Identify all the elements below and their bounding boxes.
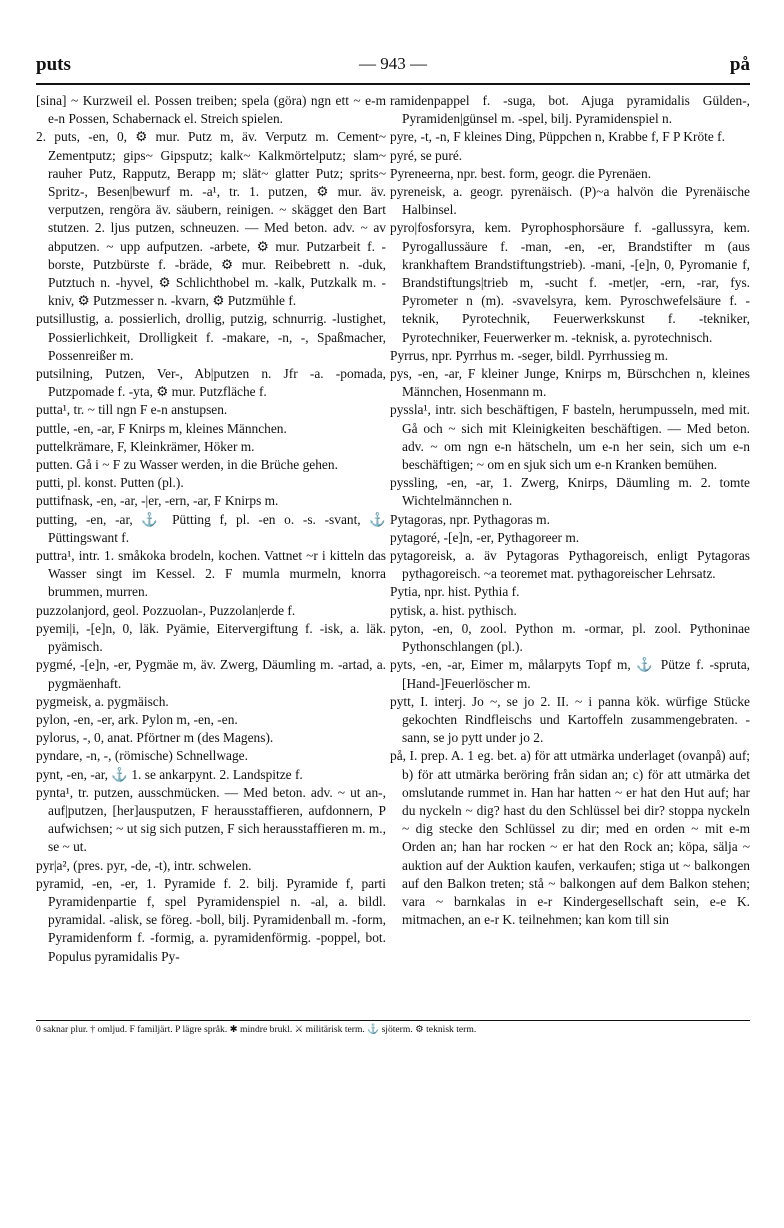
dictionary-entry: pytagoreisk, a. äv Pytagoras Pythagoreisch, enligt Pytagoras pythagoreisch. ~a teoremet mat. pythagoreischer Lehrsatz. [390, 548, 750, 582]
dictionary-entry: pylon, -en, -er, ark. Pylon m, -en, -en. [36, 711, 238, 727]
dictionary-entry: pynt, -en, -ar, ⚓ 1. se ankarpynt. 2. Landspitze f. [36, 766, 303, 782]
dictionary-entry: pyndare, -n, -, (römische) Schnellwage. [36, 748, 248, 764]
right-running-headword: på [729, 54, 750, 75]
dictionary-entry: pyreneisk, a. geogr. pyrenäisch. (P)~a halvön die Pyrenäische Halbinsel. [390, 184, 750, 218]
dictionary-entry: pyssla¹, intr. sich beschäftigen, F basteln, herumpusseln, med mit. Gå och ~ sich mit Kleinigkeiten beschäftigen. — Med beton. adv. ~ om ngn e-n hätscheln, um e-n her sein, sich um e-n beschäftigen; ~ om en sjuk sich um e-n Kranken bemühen. [390, 402, 750, 473]
dictionary-entry: 2. puts, -en, 0, ⚙ mur. Putz m, äv. Verputz m. Cement~ Zementputz; gips~ Gipsputz; kalk~ Kalkmörtelputz; slam~ rauher Putz, Rapputz, Berapp m; slät~ glatter Putz; sprits~ Spritz-, Besen|bewurf m. -a¹, tr. 1. putzen, ⚙ mur. äv. verputzen, rengöra äv. säubern, reinigen. ~ skägget den Bart stutzen. 2. ljus putzen, schneuzen. — Med beton. adv. ~ av abputzen. ~ upp aufputzen. -arbete, ⚙ mur. Putzarbeit f. -borste, Putzbürste f. -bräde, ⚙ mur. Reibebrett n. -duk, Putztuch n. -hyvel, ⚙ Schlichthobel m. -kalk, Putzkalk m. -kniv, ⚙ Putzmesser n. -kvarn, ⚙ Putzmühle f. [36, 129, 386, 309]
dictionary-entry: pynta¹, tr. putzen, ausschmücken. — Med beton. adv. ~ ut an-, auf|putzen, [her]ausputzen, F herausstaffieren, aufdonnern, P aufwichsen; ~ ut sig sich putzen, F sich herausstaffieren m. m., se ~ ut. [36, 784, 386, 855]
dictionary-entry: putsillustig, a. possierlich, drollig, putzig, schnurrig. -lustighet, Possierlichkeit, Drolligkeit f. -makare, -n, -, Spaßmacher, Possenreißer m. [36, 311, 386, 363]
dictionary-entry: [sina] ~ Kurzweil el. Possen treiben; spela (göra) ngn ett ~ e-m e-n Possen, Schabernack el. Streich spielen. [36, 93, 386, 127]
header-rule [36, 83, 750, 85]
dictionary-entry: pyré, se puré. [390, 147, 463, 163]
dictionary-entry: på, I. prep. A. 1 eg. bet. a) för att utmärka underlaget (ovanpå) auf; b) för att utmärka beröring från sidan an; c) för att utmärka det omslutande rummet in. Han har hatten ~ er hat den Hut auf; har du nyckeln ~ dig? hast du den Schlüssel bei dir? stoppa nyckeln ~ dig stecke den Schlüssel zu dir; med en orden ~ mit e-m Orden an; han har rocken ~ er hat den Rock an; köpa, sälja ~ auktion auf der Auktion kaufen, verkaufen; stiga ut ~ balkongen auf den Balkon treten; stå ~ balkongen auf dem Balkon stehen; vara ~ barnkalas in e-r Kindergesellschaft sein, e-e K. mitmachen, an e-r K. teilnehmen; kan kom till sin [390, 748, 750, 928]
dictionary-entry: pyssling, -en, -ar, 1. Zwerg, Knirps, Däumling m. 2. tomte Wichtelmännchen n. [390, 475, 750, 509]
dictionary-entry: pygmé, -[e]n, -er, Pygmäe m, äv. Zwerg, Däumling m. -artad, a. pygmäenhaft. [36, 657, 386, 691]
page-header [36, 54, 750, 80]
footer-rule [36, 1020, 750, 1021]
dictionary-entry: puttra¹, intr. 1. småkoka brodeln, kochen. Vattnet ~r i kitteln das Wasser singt im Kessel. 2. F mumla murmeln, knorra brummen, murren. [36, 548, 386, 600]
dictionary-entry: putten. Gå i ~ F zu Wasser werden, in die Brüche gehen. [36, 457, 338, 473]
dictionary-entry: putsilning, Putzen, Ver-, Ab|putzen n. Jfr -a. -pomada, Putzpomade f. -yta, ⚙ mur. Putzfläche f. [36, 366, 386, 400]
left-column [36, 92, 386, 966]
dictionary-entry: pytisk, a. hist. pythisch. [390, 602, 517, 618]
dictionary-entry: puttle, -en, -ar, F Knirps m, kleines Männchen. [36, 420, 287, 436]
page-number: — 943 — [359, 54, 427, 73]
dictionary-entry: ramidenpappel f. -suga, bot. Ajuga pyramidalis Gülden-, Pyramiden|günsel m. -spel, bilj. Pyramidenspiel n. [390, 93, 750, 127]
dictionary-entry: pyramid, -en, -er, 1. Pyramide f. 2. bilj. Pyramide f, parti Pyramidenpartie f, spel Pyramidenspiel n. -al, a. bildl. pyramidal. -alisk, se föreg. -boll, bilj. Pyramidenball m. -form, Pyramidenform f. -formig, a. pyramidenförmig. -poppel, bot. Populus pyramidalis Py- [36, 875, 386, 964]
dictionary-entry: putting, -en, -ar, ⚓ Pütting f, pl. -en o. -s. -svant, ⚓ Püttingswant f. [36, 511, 386, 545]
dictionary-entry: pytt, I. interj. Jo ~, se jo 2. II. ~ i panna kök. würfige Stücke gekochten Rindfleischs und Kartoffeln zusammengebraten. -sann, se jo pytt under jo 2. [390, 693, 750, 746]
dictionary-entry: Pytagoras, npr. Pythagoras m. [390, 511, 550, 527]
dictionary-entry: Pyrrus, npr. Pyrrhus m. -seger, bildl. Pyrrhussieg m. [390, 347, 669, 363]
dictionary-entry: pyemi|i, -[e]n, 0, läk. Pyämie, Eitervergiftung f. -isk, a. läk. pyämisch. [36, 620, 386, 655]
dictionary-entry: pyton, -en, 0, zool. Python m. -ormar, pl. zool. Pythoninae Pythonschlangen (pl.). [390, 620, 750, 655]
dictionary-entry: pylorus, -, 0, anat. Pförtner m (des Magens). [36, 730, 274, 746]
dictionary-entry: Pytia, npr. hist. Pythia f. [390, 584, 520, 600]
right-column [390, 92, 750, 929]
dictionary-entry: pyre, -t, -n, F kleines Ding, Püppchen n, Krabbe f, F P Kröte f. [390, 129, 725, 145]
dictionary-entry: putta¹, tr. ~ till ngn F e-n anstupsen. [36, 402, 228, 418]
dictionary-entry: putti, pl. konst. Putten (pl.). [36, 475, 184, 491]
dictionary-entry: pyts, -en, -ar, Eimer m, målarpyts Topf m, ⚓ Pütze f. -spruta, [Hand-]Feuerlöscher m. [390, 657, 750, 691]
dictionary-entry: puzzolanjord, geol. Pozzuolan-, Puzzolan|erde f. [36, 602, 296, 618]
dictionary-entry: pys, -en, -ar, F kleiner Junge, Knirps m, Bürschchen n, kleines Männchen, Hosenmann m. [390, 366, 750, 400]
dictionary-entry: pytagoré, -[e]n, -er, Pythagoreer m. [390, 529, 580, 545]
dictionary-entry: pyr|a², (pres. pyr, -de, -t), intr. schwelen. [36, 857, 252, 873]
dictionary-entry: pyro|fosforsyra, kem. Pyrophosphorsäure f. -gallussyra, kem. Pyrogallussäure f. -man, -en, -er, Brandstifter m (aus krankhaftem Brandstiftungstrieb). -mani, -[e]n, 0, Pyromanie f, Brandstiftungs|trieb m, -sucht f. -met|er, -ern, -rar, fys. Pyrometer n (m). -svavelsyra, kem. Pyroschwefelsäure f. -teknik, Pyrotechnik, Feuerwerkskunst f. -tekniker, Pyrotechniker, Feuerwerker m. -teknisk, a. pyrotechnisch. [390, 220, 750, 345]
dictionary-entry: puttelkrämare, F, Kleinkrämer, Höker m. [36, 438, 255, 454]
dictionary-entry: Pyreneerna, npr. best. form, geogr. die Pyrenäen. [390, 165, 652, 181]
left-running-headword: puts [36, 54, 71, 75]
abbreviation-key: 0 saknar plur. † omljud. F familjärt. P lägre språk. ✱ mindre brukl. ⚔ militärisk term. ⚓ sjöterm. ⚙ teknisk term. [36, 1024, 477, 1035]
dictionary-entry: puttifnask, -en, -ar, -|er, -ern, -ar, F Knirps m. [36, 493, 279, 509]
dictionary-entry: pygmeisk, a. pygmäisch. [36, 693, 169, 709]
